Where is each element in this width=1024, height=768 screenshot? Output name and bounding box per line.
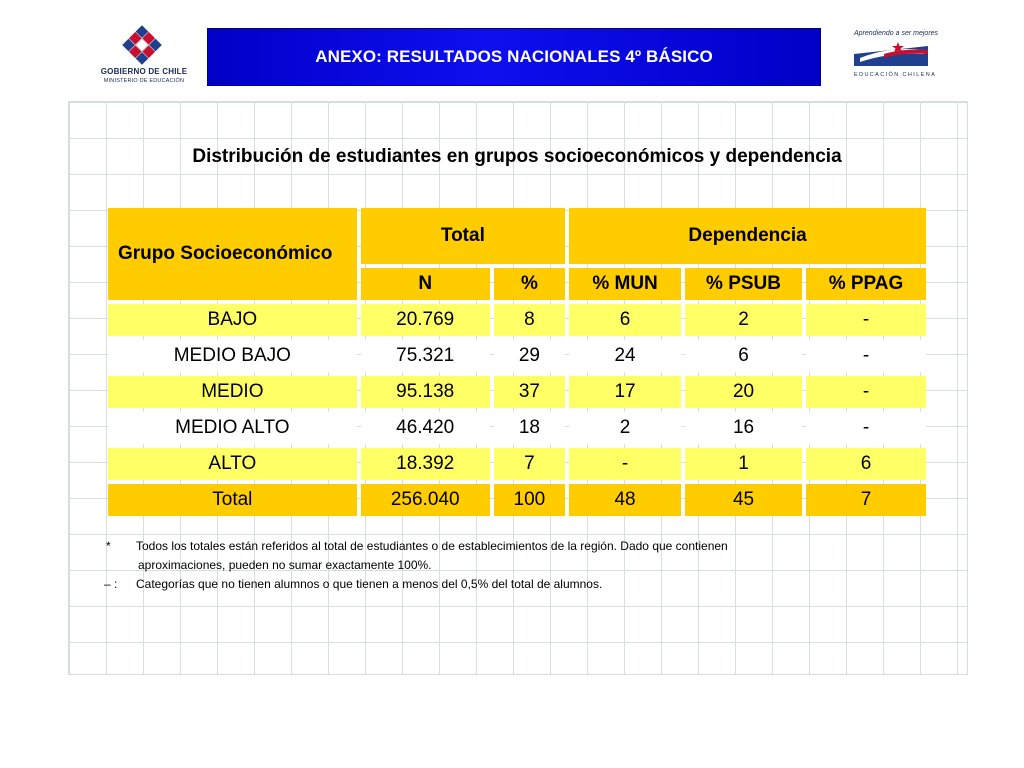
table-total-row — [108, 484, 926, 516]
header-mun: % MUN — [569, 268, 681, 300]
header-total: Total — [361, 208, 565, 264]
cell-n: 95.138 — [361, 376, 490, 408]
header-pct: % — [494, 268, 565, 300]
distribution-table — [104, 204, 930, 520]
cell-mun: 48 — [569, 484, 681, 516]
cell-psub: 45 — [685, 484, 802, 516]
cell-psub: 2 — [685, 304, 802, 336]
cell-mun: 6 — [569, 304, 681, 336]
table-row — [108, 304, 926, 336]
cell-psub: 16 — [685, 412, 802, 444]
table-row — [108, 448, 926, 480]
cell-psub: 20 — [685, 376, 802, 408]
table-row — [108, 376, 926, 408]
cell-n: 46.420 — [361, 412, 490, 444]
header-dependencia: Dependencia — [569, 208, 926, 264]
educacion-chilena-logo — [852, 30, 939, 82]
footnote-2-text: Categorías que no tienen alumnos o que tienen a menos del 0,5% del total de alumnos. — [136, 577, 603, 591]
header-ppag: % PPAG — [806, 268, 926, 300]
logo-right-tagline: Aprendiendo a ser mejores — [854, 30, 939, 37]
cell-ppag: - — [806, 376, 926, 408]
cell-n: 75.321 — [361, 340, 490, 372]
cell-ppag: 7 — [806, 484, 926, 516]
cell-mun: 2 — [569, 412, 681, 444]
header-n: N — [361, 268, 490, 300]
header-psub: % PSUB — [685, 268, 802, 300]
cell-pct: 18 — [494, 412, 565, 444]
footnote-1-line2: aproximaciones, pueden no sumar exactamente 100%. — [138, 558, 432, 572]
cell-psub: 6 — [685, 340, 802, 372]
header-grupo-socioeconomico — [108, 208, 357, 300]
cell-mun: 17 — [569, 376, 681, 408]
table-subtitle: Distribución de estudiantes en grupos socioeconómicos y dependencia — [192, 146, 842, 167]
logo-left-line1: GOBIERNO DE CHILE — [100, 67, 188, 76]
cell-grupo: MEDIO — [108, 376, 357, 408]
chile-flag-swoosh-icon — [854, 40, 928, 72]
cell-n: 18.392 — [361, 448, 490, 480]
cell-pct: 7 — [494, 448, 565, 480]
gobierno-de-chile-logo — [96, 24, 192, 90]
cell-ppag: - — [806, 304, 926, 336]
header-grupo-label: Grupo Socioeconómico — [118, 243, 333, 264]
cell-n: 256.040 — [361, 484, 490, 516]
footnote-1 — [104, 537, 904, 575]
cell-grupo: MEDIO BAJO — [108, 340, 357, 372]
cell-pct: 37 — [494, 376, 565, 408]
logo-right-brand: EDUCACIÓN CHILENA — [854, 72, 937, 78]
cell-psub: 1 — [685, 448, 802, 480]
cell-grupo: Total — [108, 484, 357, 516]
cell-grupo: BAJO — [108, 304, 357, 336]
page-title: ANEXO: RESULTADOS NACIONALES 4º BÁSICO — [315, 47, 713, 66]
table-header-row-1 — [108, 208, 926, 264]
footnote-2-marker: – : — [104, 577, 118, 591]
title-banner — [207, 28, 821, 86]
footnote-1-line1: Todos los totales están referidos al total de estudiantes o de establecimientos de la región. Dado que contienen — [136, 539, 728, 553]
cell-ppag: - — [806, 340, 926, 372]
footnotes — [104, 537, 904, 594]
footnote-1-marker: * — [106, 539, 111, 553]
cell-pct: 8 — [494, 304, 565, 336]
table-row — [108, 412, 926, 444]
cell-pct: 100 — [494, 484, 565, 516]
footnote-2 — [104, 575, 904, 594]
cell-pct: 29 — [494, 340, 565, 372]
cell-mun: 24 — [569, 340, 681, 372]
chile-government-emblem-icon — [118, 24, 166, 66]
cell-ppag: - — [806, 412, 926, 444]
cell-grupo: MEDIO ALTO — [108, 412, 357, 444]
cell-ppag: 6 — [806, 448, 926, 480]
cell-n: 20.769 — [361, 304, 490, 336]
table-row — [108, 340, 926, 372]
logo-left-line2: MINISTERIO DE EDUCACIÓN — [103, 78, 185, 84]
cell-grupo: ALTO — [108, 448, 357, 480]
cell-mun: - — [569, 448, 681, 480]
